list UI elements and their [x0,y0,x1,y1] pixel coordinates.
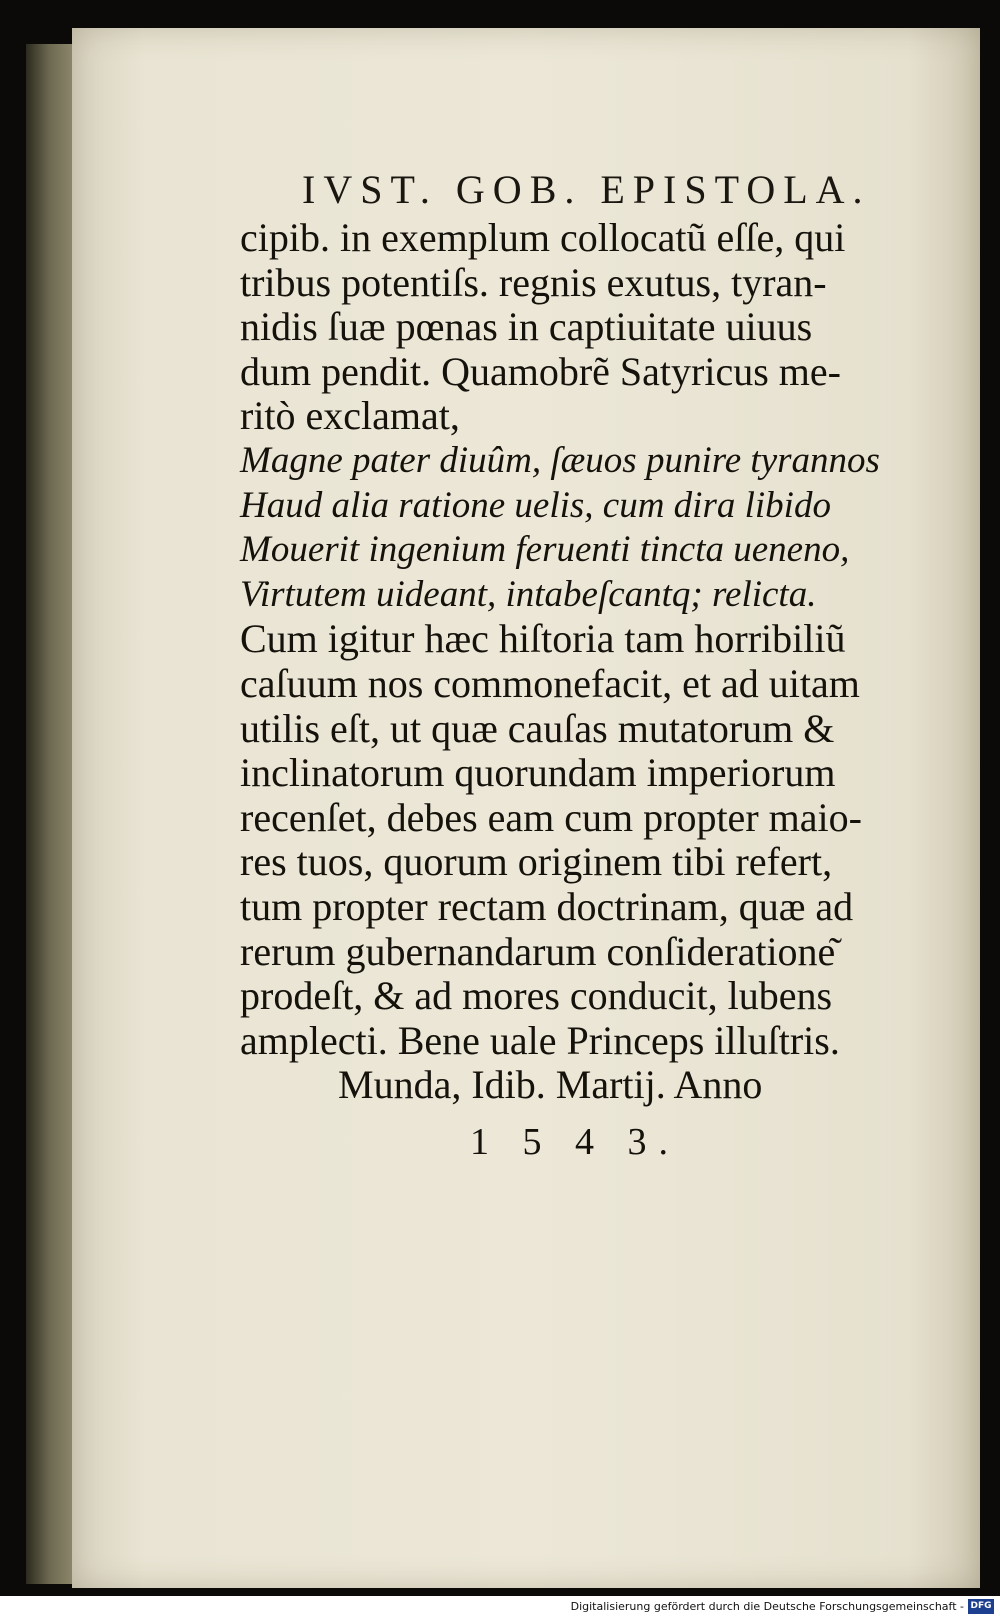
text-line: Munda, Idib. Martij. Anno [338,1062,763,1108]
text-line: dum pendit. Quamobrẽ Satyricus me- [240,348,841,394]
footer-credit: Digitalisierung gefördert durch die Deutsche Forschungsgemeinschaft - [570,1600,964,1613]
dfg-logo: DFG [968,1599,994,1614]
text-line: res tuos, quorum originem tibi refert, [240,839,833,885]
text-line: caſuum nos commonefacit, et ad uitam [240,660,860,706]
text-line: recenſet, debes eam cum propter maio- [240,794,862,840]
running-header: IVST. GOB. EPISTOLA. [302,167,871,212]
text-line: Cum igitur hæc hiſtoria tam horribiliũ [240,616,846,662]
text-line: amplecti. Bene uale Princeps illuſtris. [240,1017,840,1063]
text-line: cipib. in exemplum collocatũ eſſe, qui [240,215,846,260]
text-line: tum propter rectam doctrinam, quæ ad [240,883,854,929]
text-line: prodeſt, & ad mores conducit, lubens [240,973,833,1019]
text-line: Haud alia ratione uelis, cum dira libido [240,484,831,526]
text-line: rerum gubernandarum conſideratione͂ [240,928,836,974]
body-text [240,216,920,1108]
text-line: Mouerit ingenium feruenti tincta ueneno, [240,529,850,571]
text-line: ritò exclamat, [240,393,460,439]
text-line: tribus potentiſs. regnis exutus, tyran- [240,259,827,305]
text-line: Virtutem uideant, intabeſcantq; relicta. [240,573,817,615]
text-line: nidis ſuæ pœnas in captiuitate uiuus [240,304,813,350]
text-line: inclinatorum quorundam imperiorum [240,750,836,796]
text-line: Magne pater diuûm, ſæuos punire tyrannos [240,439,880,481]
colophon-year: 1 5 4 3. [470,1121,680,1163]
text-line: utilis eſt, ut quæ cauſas mutatorum & [240,705,835,751]
